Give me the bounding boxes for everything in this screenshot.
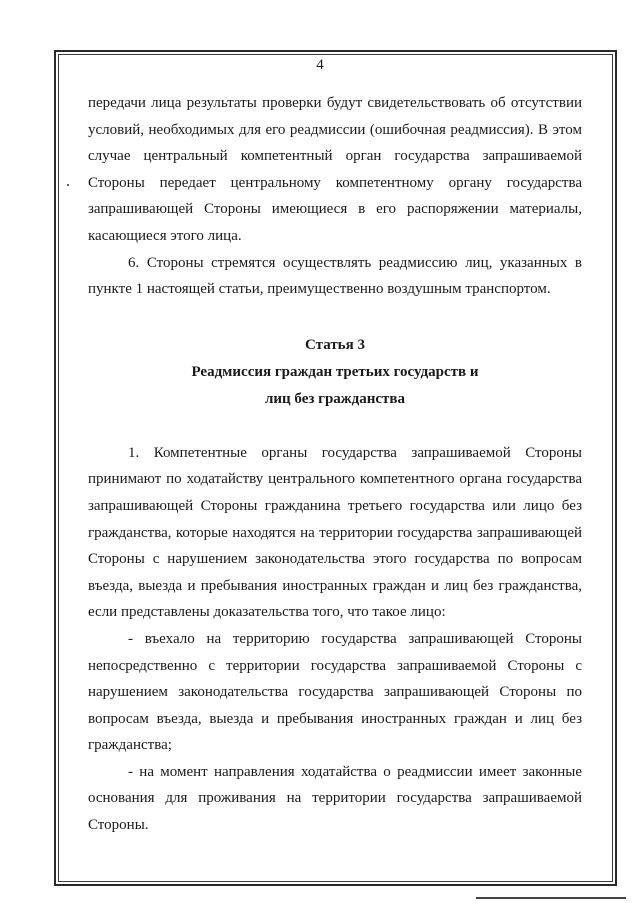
document-body: [88, 90, 582, 839]
article-number: Статья 3: [305, 336, 365, 353]
scan-artifact-line: [476, 897, 626, 899]
list-item-entered-territory: - въехало на территорию государства запрашивающей Стороны непосредственно с территории государства запрашиваемой Стороны с нарушением законодательства государства запрашивающей Стороны по вопросам въезда, выезда и пребывания иностранных граждан и лиц без гражданства;: [88, 630, 582, 754]
article-title-line-2: лиц без гражданства: [264, 390, 406, 407]
list-item-legal-grounds: - на момент направления ходатайства о реадмиссии имеет законные основания для проживания на территории государства запрашиваемой Стороны.: [88, 763, 582, 834]
page-number: 4: [316, 57, 324, 73]
scan-artifact-dot: [67, 184, 69, 186]
paragraph-item-1: 1. Компетентные органы государства запрашиваемой Стороны принимают по ходатайству центрального компетентного органа государства запрашивающей Стороны гражданина третьего государства или лицо без гражданства, которые находятся на территории государства запрашивающей Стороны с нарушением законодательства этого государства по вопросам въезда, выезда и пребывания иностранных граждан и лиц без гражданства, если представлены доказательства того, что такое лицо:: [88, 444, 582, 621]
paragraph-item-6: 6. Стороны стремятся осуществлять реадмиссию лиц, указанных в пункте 1 настоящей статьи, преимущественно воздушным транспортом.: [88, 254, 582, 298]
article-title-line-1: Реадмиссия граждан третьих государств и: [191, 363, 479, 380]
paragraph-continuation: передачи лица результаты проверки будут свидетельствовать об отсутствии условий, необходимых для его реадмиссии (ошибочная реадмиссия). В этом случае центральный компетентный орган государства запрашиваемой Стороны передает центральному компетентному органу государства запрашивающей Стороны имеющиеся в его распоряжении материалы, касающиеся этого лица.: [88, 95, 582, 244]
